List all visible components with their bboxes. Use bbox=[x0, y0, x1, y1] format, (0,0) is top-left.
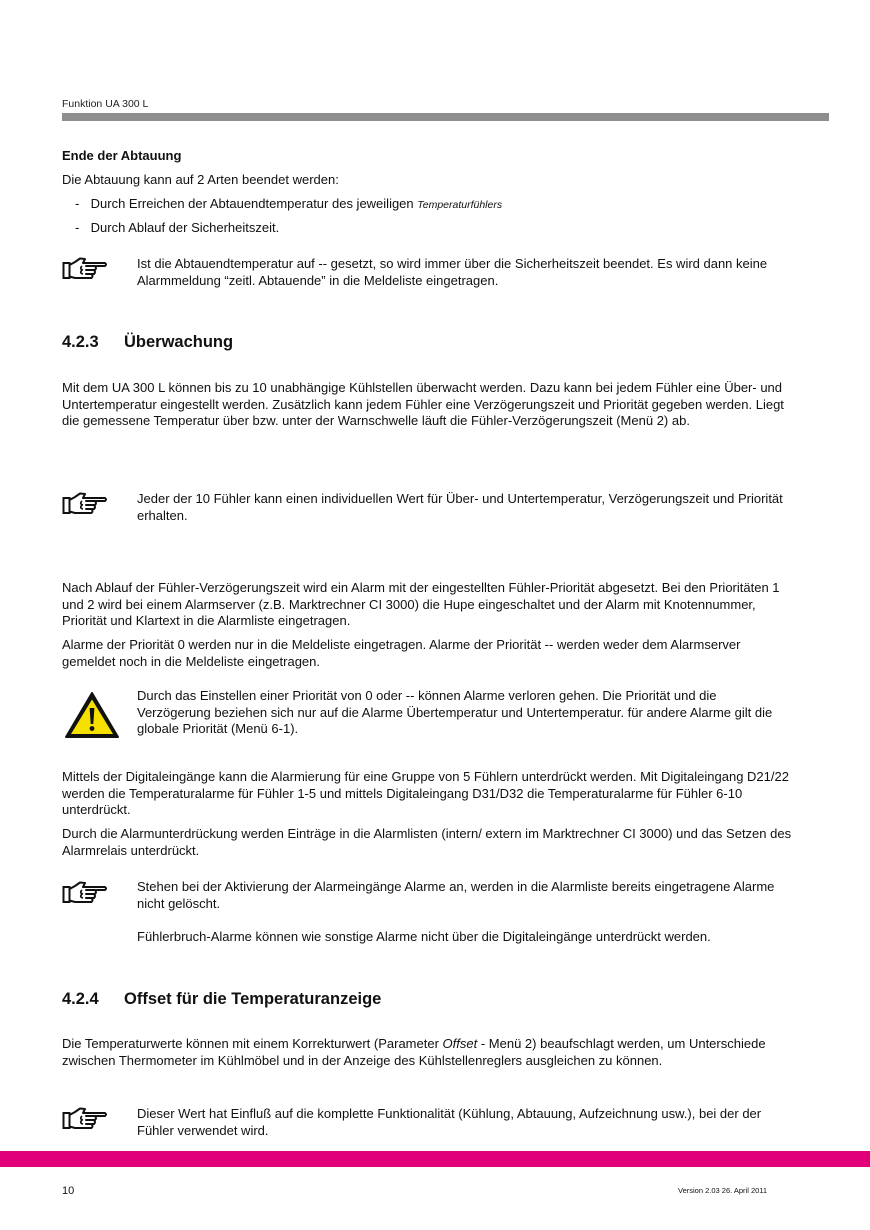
parameter-name: Offset bbox=[442, 1036, 478, 1051]
paragraph bbox=[62, 1036, 797, 1069]
paragraph: Mit dem UA 300 L können bis zu 10 unabhängige Kühlstellen überwacht werden. Dazu kann bei jedem Fühler eine Über- und Untertemperatur eingestellt werden. Zusätzlich kann jedem Fühler eine Verzögerungszeit und Priorität gegeben werden. Liegt die gemessene Temperatur über bzw. unter der Warnschwelle läuft die Fühler-Verzögerungszeit (Menü 2) ab. bbox=[62, 380, 784, 428]
abtauung-intro: Die Abtauung kann auf 2 Arten beendet werden: bbox=[62, 172, 339, 187]
note-text: Stehen bei der Aktivierung der Alarmeingänge Alarme an, werden in die Alarmliste bereits eingetragene Alarme nicht gelöscht. bbox=[137, 879, 775, 911]
note-text: Dieser Wert hat Einfluß auf die komplette Funktionalität (Kühlung, Abtauung, Aufzeichnung usw.), bei der der Fühler verwendet wird. bbox=[137, 1106, 762, 1138]
bullet-text: Durch Erreichen der Abtauendtemperatur des jeweiligen bbox=[90, 196, 414, 211]
section-number: 4.2.3 bbox=[62, 333, 99, 351]
bullet-dash: - bbox=[75, 196, 80, 211]
note-text: Fühlerbruch-Alarme können wie sonstige Alarme nicht über die Digitaleingänge unterdrückt werden. bbox=[137, 929, 711, 944]
page-number: 10 bbox=[62, 1185, 75, 1197]
paragraph-text: Die Temperaturwerte können mit einem Korrekturwert (Parameter bbox=[62, 1036, 439, 1051]
section-title: Offset für die Temperaturanzeige bbox=[124, 990, 382, 1008]
section-number: 4.2.4 bbox=[62, 990, 99, 1008]
bullet-dash: - bbox=[75, 220, 80, 235]
bullet-text: Durch Ablauf der Sicherheitszeit. bbox=[90, 220, 280, 235]
warning-icon bbox=[64, 691, 120, 739]
paragraph-text: - Menü 2) beaufschlagt werden, um Unterschiede zwischen Thermometer im Kühlmöbel und in der Anzeige des Kühlstellenreglers ausgleichen zu können. bbox=[62, 1036, 766, 1068]
version-label: Version 2.03 26. April 2011 bbox=[678, 1186, 768, 1195]
section-heading bbox=[62, 334, 797, 351]
subsection-title: Ende der Abtauung bbox=[62, 148, 182, 163]
paragraph: Mittels der Digitaleingänge kann die Alarmierung für eine Gruppe von 5 Fühlern unterdrückt werden. Mit Digitaleingang D21/22 werden die Temperaturalarme für Fühler 1-5 und mittels Digitaleingang D31/D32 die Temperaturalarme für Fühler 6-10 unterdrückt. bbox=[62, 769, 789, 817]
footer-accent-bar bbox=[0, 1151, 870, 1167]
paragraph: Alarme der Priorität 0 werden nur in die Meldeliste eingetragen. Alarme der Priorität -- werden weder dem Alarmserver gemeldet noch in die Meldeliste eingetragen. bbox=[62, 637, 741, 669]
note-text: Ist die Abtauendtemperatur auf -- gesetzt, so wird immer über die Sicherheitszeit beendet. Es wird dann keine Alarmmeldung “zeitl. Abtauende” in die Meldeliste eingetragen. bbox=[137, 256, 768, 288]
list-item bbox=[75, 220, 279, 237]
header-title: Funktion UA 300 L bbox=[62, 98, 149, 110]
pointing-hand-icon bbox=[62, 1106, 108, 1134]
pointing-hand-icon bbox=[62, 491, 108, 519]
note-text: Jeder der 10 Fühler kann einen individuellen Wert für Über- und Untertemperatur, Verzögerungszeit und Priorität erhalten. bbox=[137, 491, 783, 523]
pointing-hand-icon bbox=[62, 256, 108, 284]
paragraph: Durch die Alarmunterdrückung werden Einträge in die Alarmlisten (intern/ extern im Marktrechner CI 3000) und das Setzen des Alarmrelais unterdrückt. bbox=[62, 826, 792, 858]
paragraph: Nach Ablauf der Fühler-Verzögerungszeit wird ein Alarm mit der eingestellten Fühler-Priorität abgesetzt. Bei den Prioritäten 1 und 2 wird bei einem Alarmserver (z.B. Marktrechner CI 3000) die Hupe eingeschaltet und der Alarm mit Knotennummer, Priorität und Klartext in die Alarmliste eingetragen. bbox=[62, 580, 780, 628]
pointing-hand-icon bbox=[62, 880, 108, 908]
section-title: Überwachung bbox=[124, 333, 234, 351]
bullet-small-text: Temperaturfühlers bbox=[417, 199, 503, 211]
warning-text: Durch das Einstellen einer Priorität von 0 oder -- können Alarme verloren gehen. Die Priorität und die Verzögerung beziehen sich nur auf die Alarme Übertemperatur und Untertemperatur. für andere Alarme gilt die globale Priorität (Menü 6-1). bbox=[137, 688, 773, 736]
section-heading bbox=[62, 991, 797, 1008]
list-item bbox=[75, 196, 502, 214]
header-rule bbox=[62, 113, 829, 121]
